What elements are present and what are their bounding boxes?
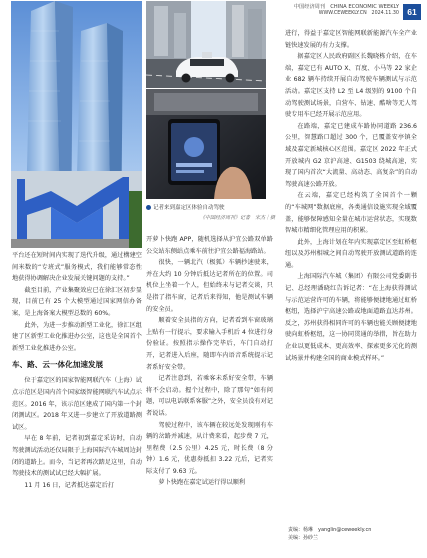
paragraph: 11 月 16 日，记者抵达嘉定后打 xyxy=(24,481,115,489)
paragraph: 在路端，嘉定已建成车路协同道路 236.6 公里，智慧路口超过 300 个，已覆盖安亭镇全域及嘉定新城核心区范围。嘉定区 2022 年正式开放城内 G2 京沪高速、G1503 绕城高速，实现了国内首次“大流量、高动态、高复杂”的自动驾驶高速公路开放。 xyxy=(285,122,417,188)
paragraph: 记者注意到，若乘客未系好安全带，车辆将不会启动。握个过程中，除了那句“如有问题，可以电话联系客服”之外，安全员没有对记者说话。 xyxy=(146,375,273,417)
article-column-2 xyxy=(146,234,273,489)
editor-credits xyxy=(288,526,371,542)
header-text xyxy=(294,4,399,17)
article-column-1 xyxy=(12,250,142,491)
paragraph: 进行，得益于嘉定区智能网联新能源汽车全产业链快速发展的有力支撑。 xyxy=(285,30,417,49)
paragraph: 位于嘉定区的国家智能网联汽车（上海）试点示范区是国内首个国家级智能网联汽车试点示范区。2016 年，该示范区建成了国内第一个封闭测试区。2018 年又进一步建立了开放道路测试区。 xyxy=(12,377,142,431)
building-photo xyxy=(11,1,142,248)
designer-line: 美编：孙砂兰 xyxy=(288,535,319,541)
page-header xyxy=(294,4,421,24)
paragraph: 很快，一辆北汽（极狐）车辆抄速驶来，并在大约 10 分钟后抵达记者所在的位置。司机位上坐着一个人，但始终未与记者交谈，只是指了指车窗，记者后来得知，他是测试车辆的安全员。 xyxy=(146,259,273,313)
paragraph: 截至目前，产业集聚效应已在徐汇区初步显现，目前已有 25 个大模型通过国家网信办备案，是上海备案大模型总数的 60%。 xyxy=(12,286,142,317)
street-car-photo xyxy=(146,1,266,88)
paragraph: 驾驶过程中，该车辆在较远处发现刚有车辆的岔路并减速，从计费来看，起步费 7 元，里程费（2.5 公里）4.25 元，时长费（8 分钟）1.6 元，优惠券抵扣 3.22 元后，记者实际支付了 9.63 元。 xyxy=(146,421,273,475)
street-car-image xyxy=(146,1,266,88)
article-column-3 xyxy=(285,28,417,364)
photo-caption: 记者来到嘉定区体验自动驾驶 xyxy=(153,205,225,211)
paragraph: 顺着安全员指的方向，记者看到车窗玻璃上贴有一行提示，要求输入手机后 4 位进行身份验证。按照指示操作完毕后，车门自动打开，记者进入后座，随即车内语音系统提示记者系好安全带。 xyxy=(146,317,273,371)
building-photo-image xyxy=(11,1,142,248)
paragraph: 上海国际汽车城（集团）有限公司党委副书记、总经理潘晓红告诉记者：“在上海获得测试与示范运营许可的车辆，将能够便捷地通过虹桥枢纽，选择沪宁高速公路或地面道路直达苏州。反之，苏州获得相同许可的车辆也能关顾便捷地驶向虹桥枢纽，这一协同贯通的举措，旨在助力企业以更低成本、更高效率、探索更多元化的测试场景并构建全国的商业模式样环。” xyxy=(285,273,417,362)
website-date: WWW.CEWEEKLY.CN 2024.11.30 xyxy=(318,10,399,16)
paragraph: 早在 8 年前，记者初到嘉定采访时，自动驾驶测试活动还仅局限于上海国际汽车城周边封闭的道路上。而今，当记者再次踏足这里，自动驾驶技术的测试试已经大幅扩展。 xyxy=(12,435,142,478)
page-number: 61 xyxy=(403,4,421,20)
paragraph: 开萝卜快跑 APP，随机选择从沪宜公路双单路公交站东侧站点乘车前往沪宜公路福海路站。 xyxy=(146,236,273,255)
caption-marker-icon xyxy=(146,205,151,210)
paragraph: 此外，为进一步推动新型工业化，徐汇区组建了区新型工业化推进办公室，这也是全国首个新型工业化推进办公室。 xyxy=(12,321,142,352)
paragraph: 萝卜快跑在嘉定试运行得以顺利 xyxy=(158,479,246,487)
paragraph: 据嘉定区人民政府副区长魏晓栋介绍，在车端，嘉定已有 AUTO X、百度、小马等 22 家企业 682 辆车持续开展自动驾驶车辆测试与示范活动。嘉定区支持 L2 至 L4 级别的 9100 个自动驾驶测试场景，自营车、钻速、酷啥等无人驾驶专用车已经开展示范应用。 xyxy=(285,53,417,119)
phone-app-photo xyxy=(146,89,266,199)
editor-line: 责编：杨琳 yanglin@ceweekly.cn xyxy=(288,527,372,533)
section-title: 车、路、云一体化加速发展 xyxy=(12,360,104,370)
magazine-name: 中国经济周刊 CHINA ECONOMIC WEEKLY xyxy=(293,4,399,10)
phone-app-image xyxy=(146,89,266,199)
paragraph: 平台还在短时间内实现了迭代升级，通过構建空间米数的“专班式”服务模式，我们能够常态性地获得协调解决企业发展关键问题的支持。” xyxy=(12,252,142,283)
paragraph: 此外，上海计划在年内实现嘉定区至虹桥枢纽以及苏州相城之间自动驾驶开放测试道路的连通。 xyxy=(285,238,417,269)
paragraph: 在云端，嘉定已经构筑了全国首个一颗的“车城网”数据底座，各类通信设施实现全域覆盖，能够保障感知全量在城市运营状态，实现数智城市精细化管理应用的积累。 xyxy=(285,192,417,235)
photo-credit: 《中国经济周刊》记者 宋杰｜摄 xyxy=(200,215,276,221)
